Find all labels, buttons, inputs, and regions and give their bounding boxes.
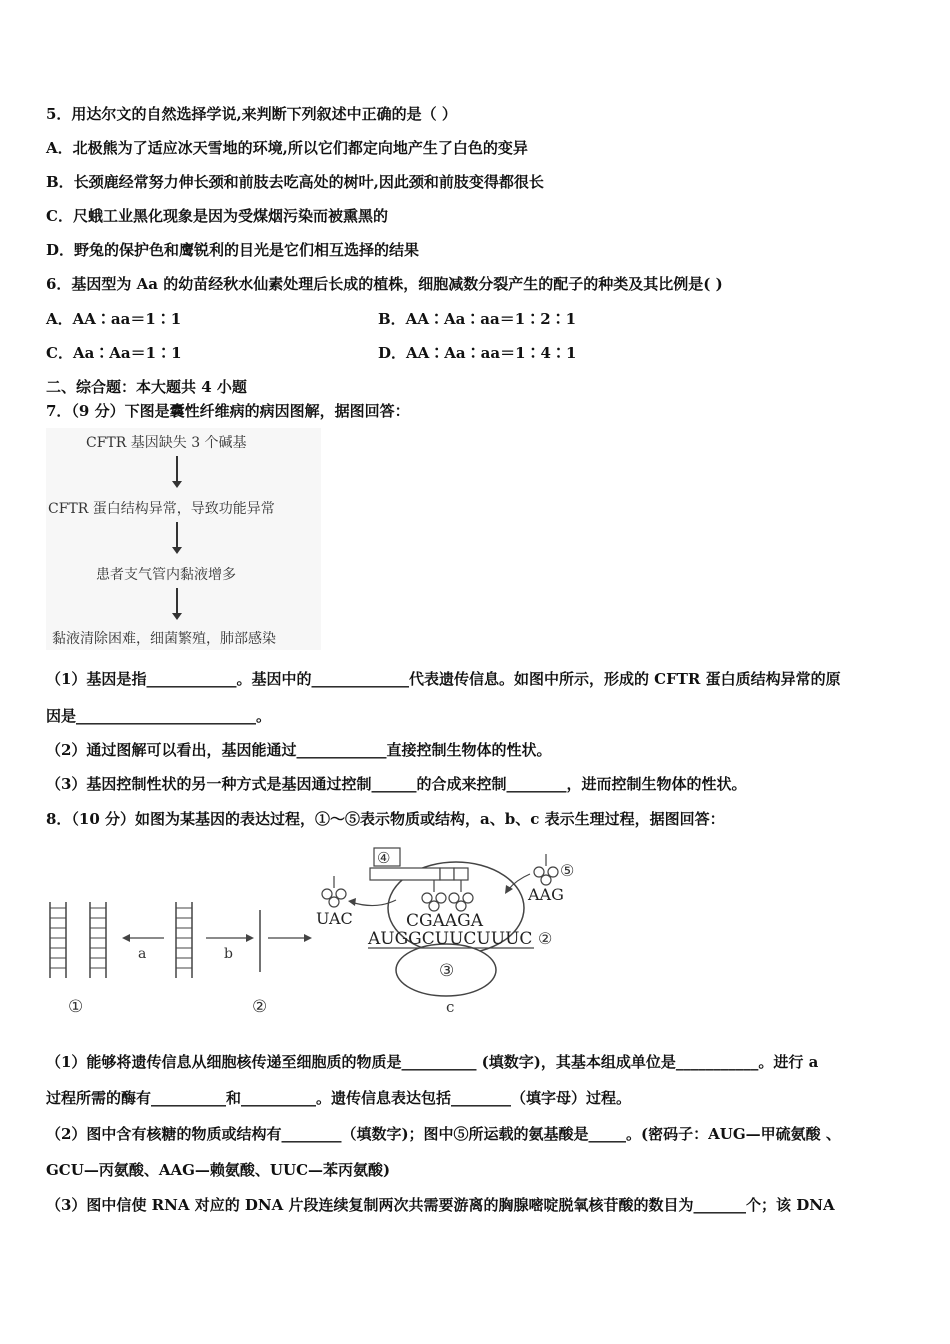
flow-step-3: 患者支气管内黏液增多: [96, 567, 236, 583]
q5-option-b: B．长颈鹿经常努力伸长颈和前肢去吃高处的树叶,因此颈和前肢变得都很长: [46, 173, 544, 191]
q6-option-c: C．Aa∶Aa＝1∶1: [46, 344, 182, 362]
q7-part2: （2）通过图解可以看出，基因能通过____________直接控制生物体的性状。: [46, 741, 552, 759]
flow-step-4: 黏液清除困难，细菌繁殖，肺部感染: [52, 631, 276, 647]
cftr-flow-diagram: [46, 428, 321, 650]
anticodon-left: UAC: [316, 909, 353, 928]
q8-part1-line1: （1）能够将遗传信息从细胞核传递至细胞质的物质是__________ (填数字)，其基本组成单位是___________。进行 a: [46, 1053, 819, 1071]
label-num4: ④: [377, 849, 391, 867]
dna-single-ladder: [176, 902, 192, 978]
q8-part2-line1: （2）图中含有核糖的物质或结构有________（填数字)；图中⑤所运载的氨基酸是_____。(密码子：AUG—甲硫氨酸 、: [46, 1125, 841, 1143]
trna-right: [534, 854, 558, 885]
q8-stem: 8．（10 分）如图为某基因的表达过程，①～⑤表示物质或结构，a、b、c 表示生理过程，据图回答：: [46, 810, 725, 828]
trna-bound: [422, 880, 473, 911]
q5-option-a: A．北极熊为了适应冰天雪地的环境,所以它们都定向地产生了白色的变异: [46, 139, 528, 157]
label-num5: ⑤: [560, 861, 575, 880]
q7-part3: （3）基因控制性状的另一种方式是基因通过控制______的合成来控制________，进而控制生物体的性状。: [46, 775, 747, 793]
anticodons-bound: CGAAGA: [406, 911, 483, 931]
q7-part1-line1: （1）基因是指____________。基因中的_____________代表遗传信息。如图中所示，形成的 CFTR 蛋白质结构异常的原: [46, 670, 841, 688]
label-num1: ①: [68, 997, 84, 1017]
flow-arrow-2: [176, 522, 178, 552]
q8-part2-line2: GCU—丙氨酸、AAG—赖氨酸、UUC—苯丙氨酸): [46, 1161, 391, 1179]
label-num2-right: ②: [538, 929, 553, 948]
label-b: b: [224, 946, 233, 962]
mrna-sequence: AUGGCUUCUUUC: [368, 929, 533, 949]
q6-option-a: A．AA∶aa＝1∶1: [46, 310, 182, 328]
q8-part1-line2: 过程所需的酶有__________和__________。遗传信息表达包括________（填字母）过程。: [46, 1089, 632, 1107]
flow-arrow-3: [176, 588, 178, 618]
q5-option-d: D．野兔的保护色和鹰锐利的目光是它们相互选择的结果: [46, 241, 420, 259]
section-heading: 二、综合题：本大题共 4 小题: [46, 378, 247, 396]
flow-arrow-1: [176, 456, 178, 486]
anticodon-right: AAG: [528, 885, 564, 904]
q8-part3: （3）图中信使 RNA 对应的 DNA 片段连续复制两次共需要游离的胸腺嘧啶脱氧核苷酸的数目为_______个；该 DNA: [46, 1196, 835, 1214]
label-c: c: [446, 998, 455, 1016]
gene-expression-figure: [46, 840, 586, 1025]
polypeptide-chain: [370, 868, 440, 880]
q6-option-d: D．AA∶Aa∶aa＝1∶4∶1: [378, 344, 577, 362]
q7-stem: 7．（9 分）下图是囊性纤维病的病因图解，据图回答：: [46, 402, 410, 420]
label-num3: ③: [439, 961, 455, 981]
q6-stem: 6．基因型为 Aa 的幼苗经秋水仙素处理后长成的植株，细胞减数分裂产生的配子的种类及其比例是( ): [46, 275, 723, 293]
dna-double-ladder: [50, 902, 106, 978]
label-num2: ②: [252, 997, 268, 1017]
q7-part1-line2: 因是________________________。: [46, 707, 272, 725]
q6-option-b: B．AA∶Aa∶aa＝1∶2∶1: [378, 310, 577, 328]
trna-left: [322, 876, 346, 907]
label-a: a: [138, 946, 147, 962]
q5-stem: 5．用达尔文的自然选择学说,来判断下列叙述中正确的是（ ）: [46, 105, 457, 123]
flow-step-1: CFTR 基因缺失 3 个碱基: [86, 435, 247, 451]
q5-option-c: C．尺蛾工业黑化现象是因为受煤烟污染而被熏黑的: [46, 207, 388, 225]
flow-step-2: CFTR 蛋白结构异常，导致功能异常: [48, 501, 275, 517]
